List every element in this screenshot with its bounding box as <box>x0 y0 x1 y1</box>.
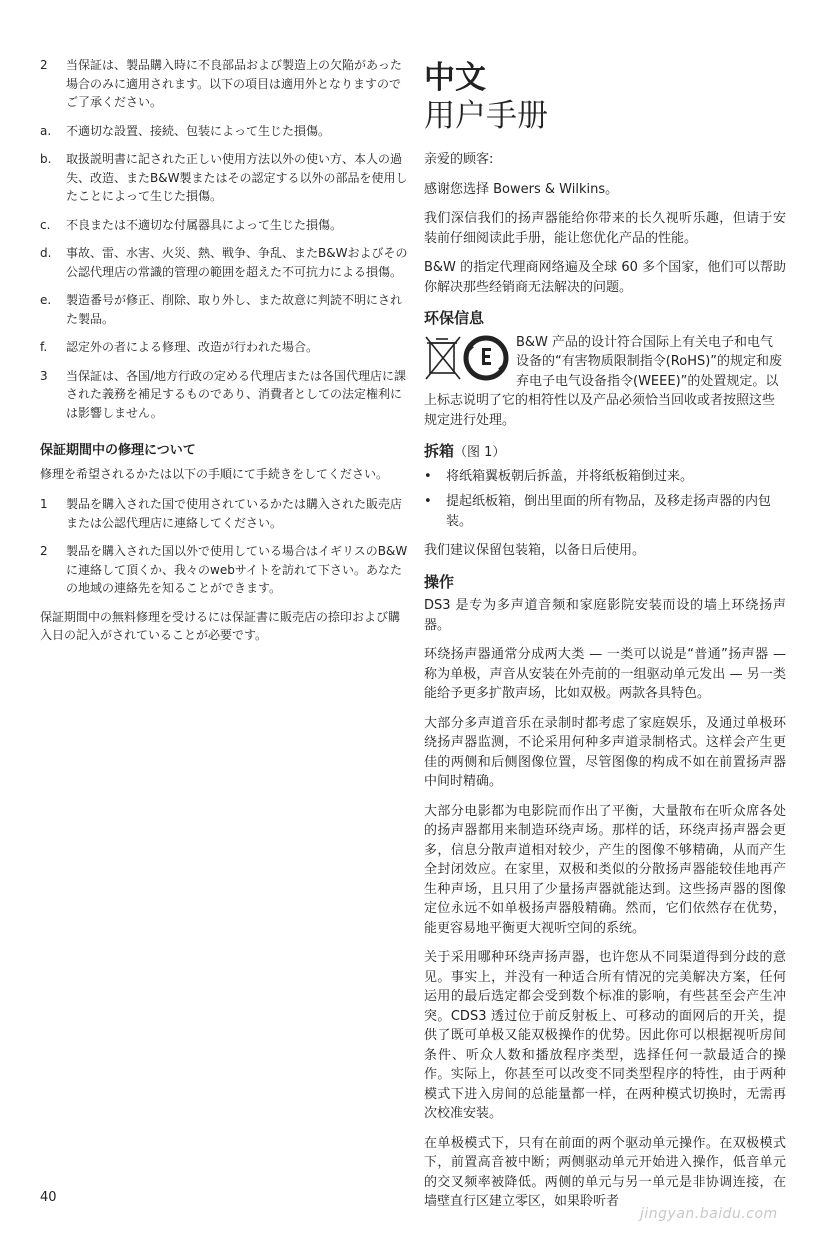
warranty-exclusions-list <box>40 56 410 422</box>
figure-reference: （图 1） <box>454 445 506 460</box>
crossed-bin-icon <box>426 337 460 379</box>
list-item <box>424 492 786 531</box>
unpack-list <box>424 467 786 532</box>
operation-paragraph: DS3 是专为多声道音频和家庭影院安装而设的墙上环绕扬声器。 <box>424 598 786 633</box>
operation-paragraph: 大部分多声道音乐在录制时都考虑了家庭娱乐，及通过单极环绕扬声器监测，不论采用何种多声道录制格式。这样会产生更佳的两侧和后侧图像位置，尽管图像的构成不如在前置扬声器中间时精确。 <box>424 715 786 789</box>
list-text: 製造番号が修正、削除、取り外し、また故意に判読不明にされた製品。 <box>66 293 403 326</box>
list-text: 製品を購入された国で使用されているかたは購入された販売店または公認代理店に連絡してください。 <box>66 497 403 530</box>
list-text: 製品を購入された国以外で使用している場合はイギリスのB&Wに連絡して頂くか、我々のwebサイトを訪れて下さい。あなたの地域の連絡先を知ることができます。 <box>66 544 408 595</box>
list-text: 将纸箱翼板朝后拆盖，并将纸板箱倒过来。 <box>446 468 694 484</box>
env-text: B&W 产品的设计符合国际上有关电子和电气设备的“有害物质限制指令(RoHS)”的规定和废弃电子电气设备指令(WEEE)”的处置规定。以上标志说明了它的相符性以及产品必须恰当回收或者按照这些规定进行处理。 <box>424 334 783 428</box>
list-item <box>40 367 410 423</box>
bullet-icon: • <box>424 494 432 509</box>
thanks-paragraph: 感谢您选择 Bowers & Wilkins。 <box>424 181 619 197</box>
list-marker: a. <box>40 123 52 138</box>
list-text: 提起纸板箱，倒出里面的所有物品，及移走扬声器的内包装。 <box>446 494 772 529</box>
list-text: 取扱説明書に記された正しい使用方法以外の使い方、本人の過失、改造、またB&W製またはその認定する以外の部品を使用したことによって生じた損傷。 <box>66 152 408 203</box>
env-section <box>424 333 786 431</box>
watermark: jingyan.baidu.com <box>640 1206 778 1222</box>
intro-paragraph: 我们深信我们的扬声器能给你带来的长久视听乐趣，但请于安装前仔细阅读此手册，能让您优化产品的性能。 <box>424 211 786 246</box>
bullet-icon: • <box>424 468 432 484</box>
list-text: 認定外の者による修理、改造が行われた場合。 <box>66 340 319 354</box>
repair-closing: 保証期間中の無料修理を受けるには保証書に販売店の捺印および購入日の記入がされていることが必要です。 <box>40 609 401 642</box>
page-number: 40 <box>40 1190 57 1205</box>
list-item <box>40 150 410 206</box>
list-text: 不適切な設置、接続、包装によって生じた損傷。 <box>66 123 331 138</box>
list-item <box>40 542 410 598</box>
unpack-heading-text: 拆箱 <box>424 442 455 460</box>
list-text: 当保証は、製品購入時に不良部品および製造上の欠陥があった場合のみに適用されます。以下の項目は適用外となりますのでご了承ください。 <box>66 58 402 109</box>
operation-heading: 操作 <box>424 572 455 591</box>
dealer-paragraph: B&W 的指定代理商网络遍及全球 60 多个国家，他们可以帮助你解决那些经销商无法解决的问题。 <box>424 260 786 295</box>
operation-paragraph: 环绕扬声器通常分成两大类 — 一类可以说是“普通”扬声器 — 称为单极，声音从安装在外壳前的一组驱动单元发出 — 另一类能给予更多扩散声场，比如双极。两款各具特色。 <box>424 647 786 701</box>
list-item <box>40 338 410 357</box>
right-column <box>424 60 786 1222</box>
list-marker: b. <box>40 152 52 166</box>
list-text: 事故、雷、水害、火災、熱、戦争、争乱、またB&Wおよびその公認代理店の常識的管理の範囲を超えた不可抗力による損傷。 <box>66 246 408 279</box>
list-item <box>40 122 410 141</box>
list-marker: 2 <box>40 58 48 72</box>
list-marker: c. <box>40 217 51 232</box>
keep-box-paragraph: 我们建议保留包装箱，以备日后使用。 <box>424 543 646 558</box>
greeting: 亲爱的顾客: <box>424 152 494 167</box>
repair-heading: 保証期間中の修理について <box>40 443 196 458</box>
list-item <box>40 291 410 328</box>
list-item <box>40 495 410 532</box>
list-item <box>40 56 410 112</box>
list-text: 当保証は、各国/地方行政の定める代理店または各国代理店に課された義務を補足するものであり、消費者としての法定権利には影響しません。 <box>66 368 407 420</box>
repair-steps-list <box>40 495 410 598</box>
list-marker: f. <box>40 340 48 354</box>
list-marker: d. <box>40 246 52 260</box>
operation-paragraph: 大部分电影都为电影院而作出了平衡，大量散布在听众席各处的扬声器都用来制造环绕声场。那样的话，环绕声扬声器会更多，信息分散声道相对较少，产生的图像不够精确，从而产生全封闭效应。在家里，双极和类似的分散扬声器能较佳地再产生种声场，且只用了少量扬声器就能达到。这些扬声器的图像定位永远不如单极扬声器般精确。然而，它们依然存在优势，能更容易地平衡更大视听空间的系统。 <box>424 803 786 936</box>
operation-paragraph: 关于采用哪种环绕声扬声器，也许您从不同渠道得到分歧的意见。事实上，并没有一种适合所有情况的完美解决方案，任何运用的最后选定都会受到数个标准的影响，有些甚至会产生冲突。CDS3 透过位于前反射板上、可移动的面网后的开关，提供了既可单极又能双极操作的优势。因此你可以根据视听房间条件、听众人数和播放程序类型，选择任何一款最适合的操作。实际上，你甚至可以改变不同类型程序的特性，由于两种模式下进入房间的总能量都一样，在两种模式切换时，无需再次校准安装。 <box>424 950 786 1121</box>
page-subtitle: 用户手册 <box>424 98 548 134</box>
list-marker: 3 <box>40 368 48 383</box>
weee-rohs-icon <box>424 333 510 383</box>
repair-intro: 修理を希望されるかたは以下の手順にて手続きをしてください。 <box>40 466 389 481</box>
list-marker: e. <box>40 293 52 307</box>
recycle-e-icon <box>466 338 506 378</box>
list-item <box>40 216 410 235</box>
list-marker: 1 <box>40 497 48 511</box>
list-item <box>40 244 410 281</box>
left-column <box>40 56 410 657</box>
page-title: 中文 <box>424 60 486 96</box>
operation-paragraph: 在单极模式下，只有在前面的两个驱动单元操作。在双极模式下，前置高音被中断；两侧驱动单元开始进入操作，低音单元的交叉频率被降低。两侧的单元与另一单元是非协调连接，在墙壁直行区建立零区，如果聆听者 <box>424 1135 786 1209</box>
env-heading: 环保信息 <box>424 309 485 327</box>
list-marker: 2 <box>40 544 48 558</box>
list-item <box>424 467 786 487</box>
unpack-heading <box>424 442 786 463</box>
list-text: 不良または不適切な付属器具によって生じた損傷。 <box>66 217 343 232</box>
